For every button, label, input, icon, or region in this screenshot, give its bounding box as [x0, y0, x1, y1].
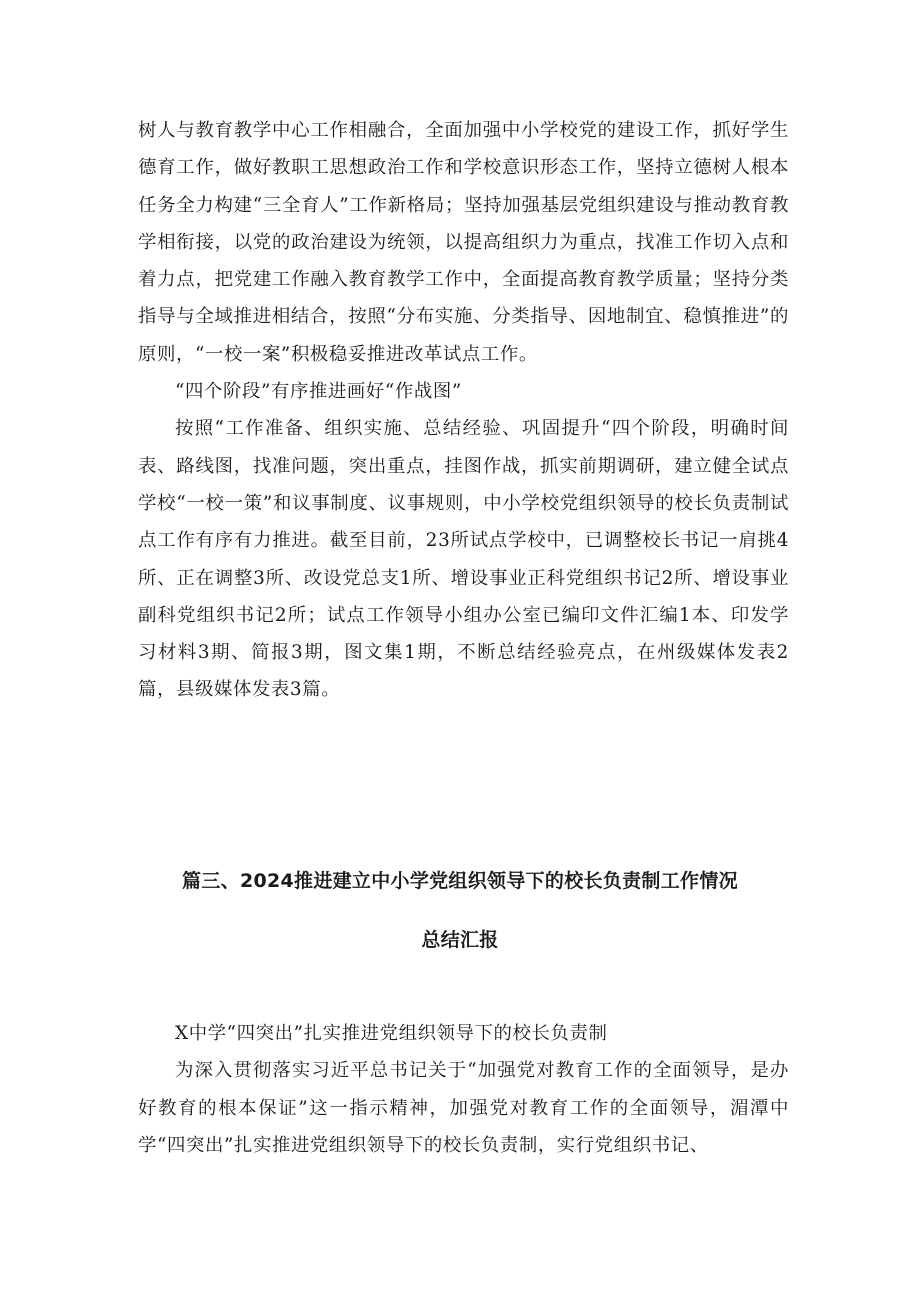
- text-block-section-three: [138, 1015, 789, 1164]
- paragraph-strategy: 树人与教育教学中心工作相融合，全面加强中小学校党的建设工作，抓好学生德育工作，做好教职工思想政治工作和学校意识形态工作，坚持立德树人根本任务全力构建“三全育人”工作新格局；坚持加强基层党组织建设与推动教育教学相衔接，以党的政治建设为统领，以提高组织力为重点，找准工作切入点和着力点，把党建工作融入教育教学工作中，全面提高教育教学质量；坚持分类指导与全域推进相结合，按照“分布实施、分类指导、因地制宜、稳慎推进”的原则，“一校一案”积极稳妥推进改革试点工作。: [138, 120, 789, 365]
- text-block-intro: [138, 112, 789, 709]
- section-title-line1: 篇三、2024推进建立中小学党组织领导下的校长负责制工作情况: [182, 870, 738, 892]
- paragraph-section-three: 为深入贯彻落实习近平总书记关于“加强党对教育工作的全面领导，是办好教育的根本保证”这一指示精神，加强党对教育工作的全面领导，湄潭中学“四突出”扎实推进党组织领导下的校长负责制，实行党组织书记、: [138, 1060, 789, 1156]
- subheading-four-stages: “四个阶段”有序推进画好“作战图”: [175, 381, 462, 403]
- article-subtitle: X中学“四突出”扎实推进党组织领导下的校长负责制: [175, 1023, 608, 1044]
- section-title-line2: 总结汇报: [421, 929, 499, 951]
- paragraph-four-stages: 按照“工作准备、组织实施、总结经验、巩固提升“四个阶段，明确时间表、路线图，找准问题，突出重点，挂图作战，抓实前期调研，建立健全试点学校“一校一策”和议事制度、议事规则，中小学校党组织领导的校长负责制试点工作有序有力推进。截至目前，23所试点学校中，已调整校长书记一肩挑4所、正在调整3所、改设党总支1所、增设事业正科党组织书记2所、增设事业副科党组织书记2所；试点工作领导小组办公室已编印文件汇编1本、印发学习材料3期、简报3期，图文集1期，不断总结经验亮点，在州级媒体发表2篇，县级媒体发表3篇。: [138, 418, 789, 701]
